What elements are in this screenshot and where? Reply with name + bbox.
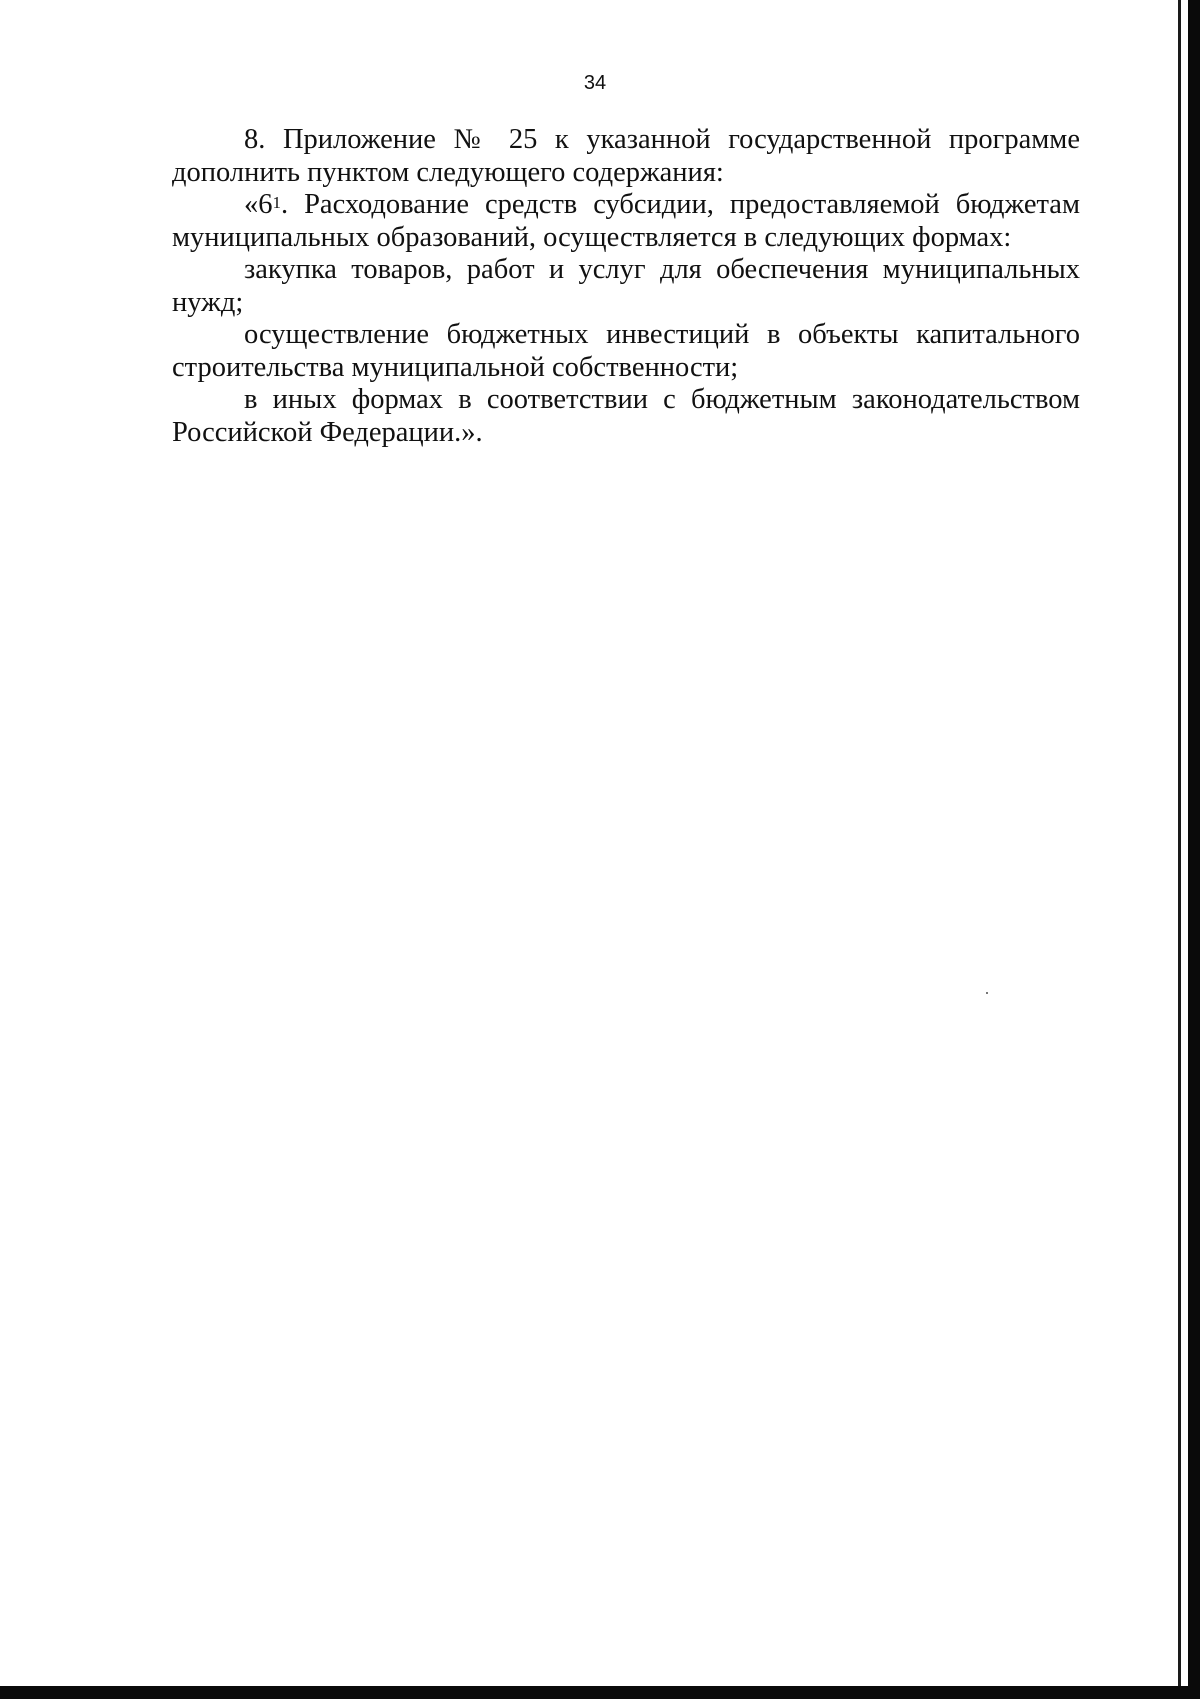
clause-prefix: «6 <box>244 189 273 220</box>
scan-speck <box>986 992 988 994</box>
paragraph-other-forms: в иных формах в соответствии с бюджетным законодательством Российской Федерации.». <box>172 384 1080 448</box>
page-number: 34 <box>583 72 607 94</box>
clause-superscript: 1 <box>272 193 281 212</box>
clause-text: . Расходование средств субсидии, предоставляемой бюджетам муниципальных образований, осуществляется в следующих формах: <box>172 189 1080 253</box>
scan-edge-inner <box>1178 0 1181 1699</box>
document-body <box>172 124 1080 449</box>
paragraph-investment: осуществление бюджетных инвестиций в объекты капитального строительства муниципальной собственности; <box>172 319 1080 383</box>
paragraph-purchase: закупка товаров, работ и услуг для обеспечения муниципальных нужд; <box>172 254 1080 318</box>
scan-edge-bottom <box>0 1686 1200 1699</box>
paragraph-clause-6-1 <box>172 189 1080 254</box>
scan-edge-right <box>1188 0 1200 1699</box>
paragraph-item-8: 8. Приложение № 25 к указанной государственной программе дополнить пунктом следующего содержания: <box>172 124 1080 188</box>
